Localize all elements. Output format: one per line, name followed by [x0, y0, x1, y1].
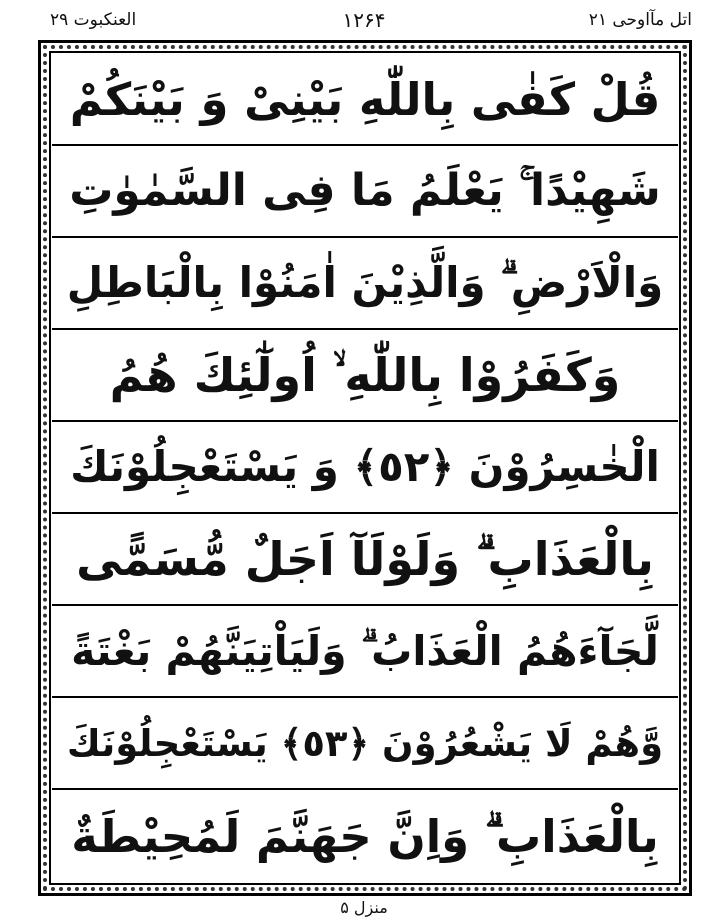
verse-text: قُلْ كَفٰى بِاللّٰهِ بَيْنِىْ وَ بَيْنَكُمْ: [69, 72, 661, 126]
text-line: [52, 238, 678, 330]
surah-name: العنکبوت ۲۹: [50, 10, 137, 30]
text-line: [52, 790, 678, 882]
verse-text: وَالْاَرْضِ ۗ وَالَّذِيْنَ اٰمَنُوْا بِالْبَاطِلِ: [66, 258, 664, 307]
text-line: [52, 54, 678, 146]
page-header: [0, 0, 728, 42]
verse-text: لَّجَآءَهُمُ الْعَذَابُ ۗ وَلَيَاْتِيَنَّهُمْ بَغْتَةً: [71, 626, 659, 675]
text-line: [52, 606, 678, 698]
text-line: [52, 146, 678, 238]
text-line: [52, 698, 678, 790]
text-line: [52, 330, 678, 422]
manzil-marker: منزل ۵: [340, 898, 388, 917]
text-line: [52, 422, 678, 514]
text-line: [52, 514, 678, 606]
verse-text: بِالْعَذَابِ ۗ وَلَوْلَآ اَجَلٌ مُّسَمًّى: [76, 532, 654, 586]
verse-text: شَهِيْدًا ۚ يَعْلَمُ مَا فِى السَّمٰوٰتِ: [69, 165, 661, 216]
verse-text: بِالْعَذَابِ ۗ وَاِنَّ جَهَنَّمَ لَمُحِيْطَةٌ: [71, 809, 659, 863]
juz-name: اتل مآاوحی ۲۱: [588, 10, 692, 30]
verse-text: وَّهُمْ لَا يَشْعُرُوْنَ ﴿٥٣﴾ يَسْتَعْجِلُوْنَكَ: [66, 721, 664, 765]
verse-text: الْخٰسِرُوْنَ ﴿٥٢﴾ وَ يَسْتَعْجِلُوْنَكَ: [70, 442, 660, 491]
text-block: [52, 54, 678, 882]
verse-text: وَكَفَرُوْا بِاللّٰهِ ۙ اُولٰٓئِكَ هُمُ: [109, 348, 621, 402]
page-number: ۱۲۶۴: [342, 8, 386, 32]
